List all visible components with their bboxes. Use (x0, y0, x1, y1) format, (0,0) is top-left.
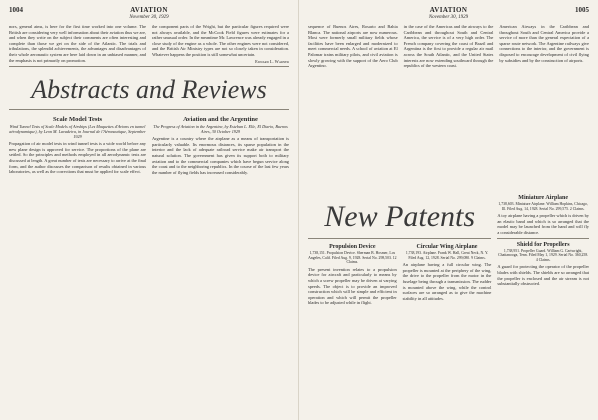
top-columns (308, 24, 589, 194)
running-title: AVIATION (429, 6, 468, 14)
running-date: November 30, 1929 (428, 15, 469, 20)
patent-title: Circular Wing Airplane (416, 244, 478, 250)
patent-body: A toy airplane having a propeller which is driven by an elastic band and which is so arranged that the model may be launched from the hand and will fly a considerable distance. (497, 213, 589, 235)
section-heading: Abstracts and Reviews (31, 75, 267, 105)
section-heading: New Patents (324, 200, 476, 233)
abstracts-columns (9, 112, 289, 412)
patent-body: A guard for protecting the operator of the propeller blades with shields. The shields are so arranged that the propeller is enclosed and the air stream is not substantially obstructed. (497, 264, 589, 287)
patent-body: The present invention relates to a propulsion device for aircraft and particularly to means by which a screw propeller may be driven at varying speeds. The object is to provide an improved construction which will be simple and efficient in operation and which will permit the propeller blades to be adjusted while in flight. (308, 266, 397, 306)
article-body: Propagation of air model tests in wind tunnel tests is a wide world before any new plane design is approved for service. The proportions of the plane are settled. So the principles and methods employed in all aerodynamic tests are discussed at length. A great number of tests are necessary to arrive at the final form, and the author discusses the comparison of results obtained in various laboratories, as well as the corrections that must be applied for scale effect. (9, 141, 146, 175)
patent-body: An airplane having a full circular wing. The propeller is mounted at the periphery of the wing, the drive to the propeller from the motor in the fuselage being through a transmission. The rudder is mounted above the wing, while the control surfaces are so arranged as to give the machine stability in all attitudes. (402, 262, 492, 301)
running-head-left (9, 6, 289, 24)
article-byline: Wind Tunnel Tests of Scale Models of Airships (Les Maquettes d'Avions en tunnel aérodynamique), by Leon M. Lavadeira, in Journal de l'Aéronautique, September 1929 (9, 124, 146, 140)
page-number: 1004 (9, 6, 23, 14)
patent-title: Shield for Propellers (516, 241, 570, 248)
right-page (299, 0, 598, 420)
section-divider (497, 238, 589, 239)
column-text: in the case of the Americas and the airways to the Caribbean and throughout South and Central America, the service is of a very high order. The French company covering the coast of Brazil and Argentina is the first to provide a regular air mail across the South Atlantic, and the United States interests are now extending southward through the republics of the western coast. (403, 24, 494, 69)
running-date: November 30, 1929 (129, 15, 169, 20)
patent-title: Miniature Airplane (518, 195, 569, 201)
column-text: the component parts of the Wright, but the particular figures required were not always available, and the McCook Field figures were estimates for a rather unusual order. In the meantime Mr. Lawrence was already engaged in a close study of the engine as a whole. The other engines were not considered, and the British Air Ministry types are not so closely taken in consideration. Whatever happens the position is still somewhat uncertain. (152, 24, 289, 57)
article-byline: The Progress of Aviation in the Argentine, by Esteban L. Elle, El Diario, Buenos Aires, 30 October 1929 (153, 124, 288, 135)
article-title: Aviation and the Argentine (183, 116, 258, 124)
column-text: sequence of Buenos Aires, Rosario and Bahia Blanca. The national airports are now numerous. Most were formerly small military fields whose facilities have been enlarged and modernized to meet commercial needs. A school of aviation at El Palomar trains military pilots, and civil aviation is slowly growing with the support of the Aero Club Argentino. (308, 24, 398, 69)
section-divider (9, 109, 289, 110)
patent-meta: 1,738,151. Propulsion Device. Sherman B. Hosmer, Los Angeles, Calif. Filed Aug. 9, 1928. Serial No. 298,503. 12 Claims. (308, 251, 397, 265)
top-columns (9, 24, 289, 64)
section-divider (9, 66, 289, 67)
article-title: Scale Model Tests (52, 116, 103, 124)
running-title: AVIATION (130, 6, 168, 14)
column-text: American Airways in the Caribbean and throughout South and Central America provide a service of more than the general expectation of a sparse route network. The Argentine railways give connections to the interior, and the government is disposed to encourage development of civil flying by subsidies and by the construction of airports. (499, 24, 589, 63)
patent-title: Propulsion Device (329, 244, 376, 250)
patent-meta: 1,738,951. Propeller Guard. William G. Cartwright, Chattanooga, Tenn. Filed May 1, 1929. Serial No. 360,258. 4 Claims. (498, 248, 589, 262)
signature: Edward L. Warner (255, 58, 289, 64)
running-head-right (308, 6, 589, 24)
section-divider (308, 238, 491, 239)
patent-meta: 1,738,193. Airplane. Frank W. Hall, Great Neck, N. Y. Filed Aug. 12, 1928. Serial No. 299,080. 9 Claims. (405, 251, 489, 260)
column-text: nors, general aims, is here for the first time worked into one volume. The British are considering very well information about their aviation thus we are, and when they write on the subject their comments are often interesting and complete than those we get on the side of the Atlantic. The trials and tribulations, the splendid achievements, the advantages and disadvantages of their whole aeronautic system are here laid down in an unbiased manner, and the emphasis is not primarily on promotion. (9, 24, 146, 63)
article-body: Argentine is a country where the airplane as a means of transportation is particularly valuable. Its enormous distances, its sparse population in the interior and the lack of adequate railroad service make air transport the natural solution. The government has given its support both to military aviation and to the commercial companies which have begun service along the coast and to the neighboring republics. In the course of the last few years the number of flying fields has increased considerably. (152, 136, 289, 175)
patent-meta: 1,738,603. Miniature Airplane. William Hopkins, Chicago, Ill. Filed Aug. 14, 1928. Serial No. 299,575. 2 Claims. (498, 202, 588, 211)
page-number: 1005 (575, 6, 589, 14)
